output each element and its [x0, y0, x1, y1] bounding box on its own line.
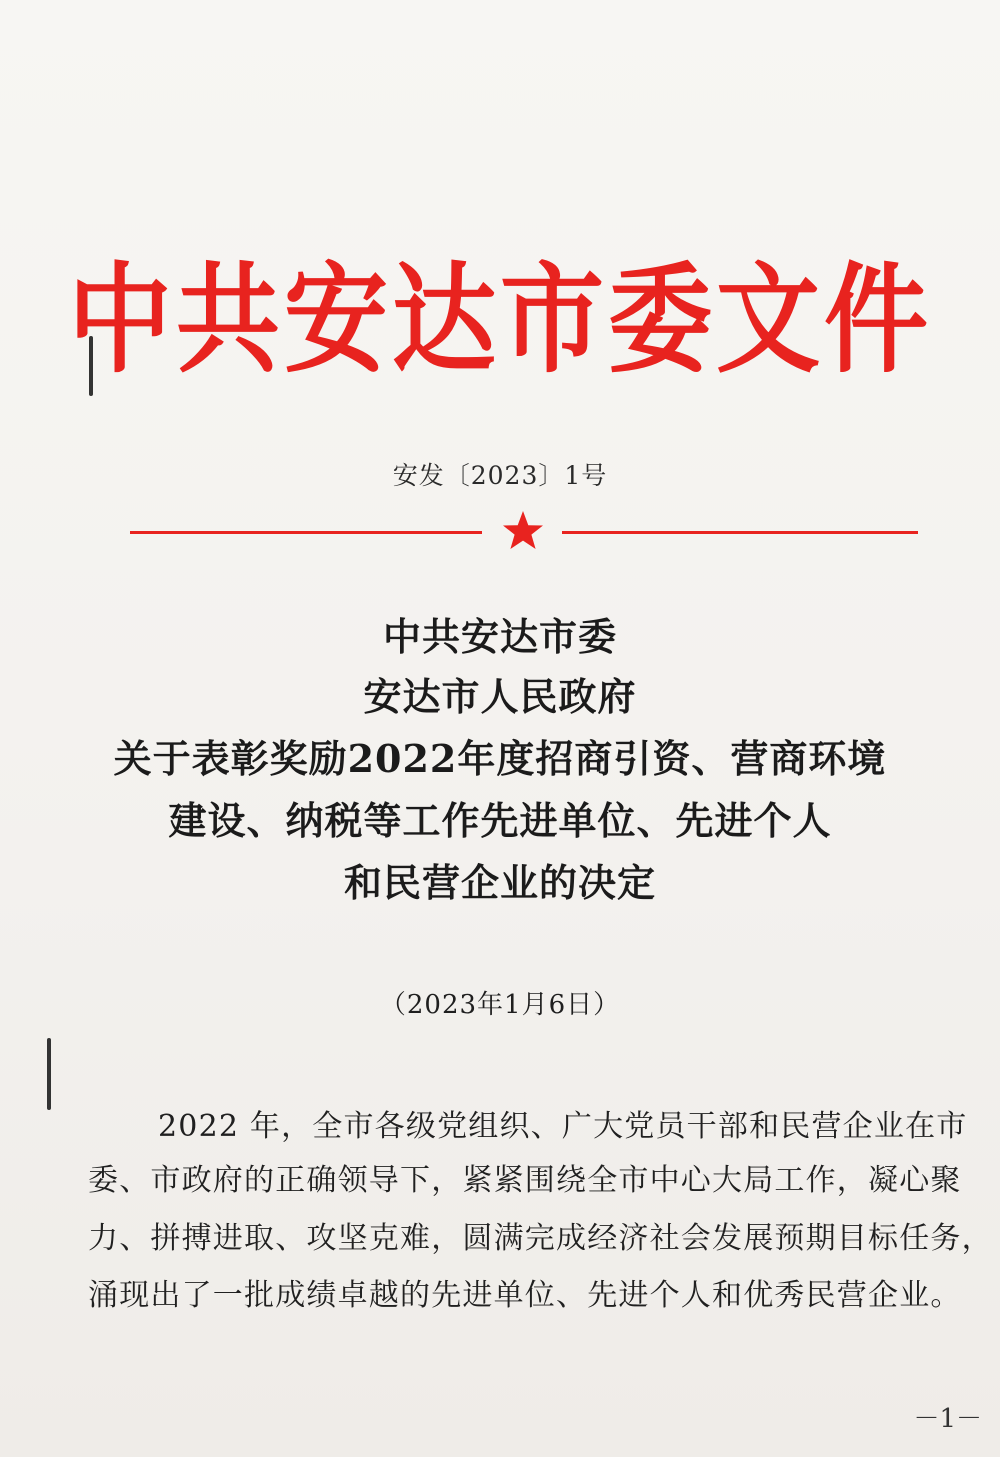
body-paragraph-line-1: 2022 年，全市各级党组织、广大党员干部和民营企业在市: [158, 1109, 968, 1144]
heading-line-4: 建设、纳税等工作先进单位、先进个人: [168, 798, 832, 843]
document-number: 安发〔2023〕1号: [392, 461, 608, 490]
page-number: －1－: [913, 1404, 982, 1434]
red-divider-right: [562, 531, 918, 534]
issue-date: （2023年1月6日）: [379, 990, 621, 1020]
heading-line-3: 关于表彰奖励2022年度招商引资、营商环境: [113, 736, 887, 781]
body-paragraph-line-3: 力、拼搏进取、攻坚克难，圆满完成经济社会发展预期目标任务，: [88, 1221, 993, 1256]
body-paragraph-line-4: 涌现出了一批成绩卓越的先进单位、先进个人和优秀民营企业。: [88, 1278, 962, 1313]
heading-line-5: 和民营企业的决定: [343, 860, 656, 905]
red-divider-left: [130, 531, 482, 534]
red-star-icon: [501, 509, 545, 553]
body-paragraph-line-2: 委、市政府的正确领导下，紧紧围绕全市中心大局工作，凝心聚: [88, 1163, 962, 1198]
document-header-title: 中共安达市委文件: [67, 250, 932, 390]
heading-line-1: 中共安达市委: [382, 614, 617, 659]
heading-line-2: 安达市人民政府: [363, 674, 637, 719]
binding-mark: [47, 1038, 51, 1110]
